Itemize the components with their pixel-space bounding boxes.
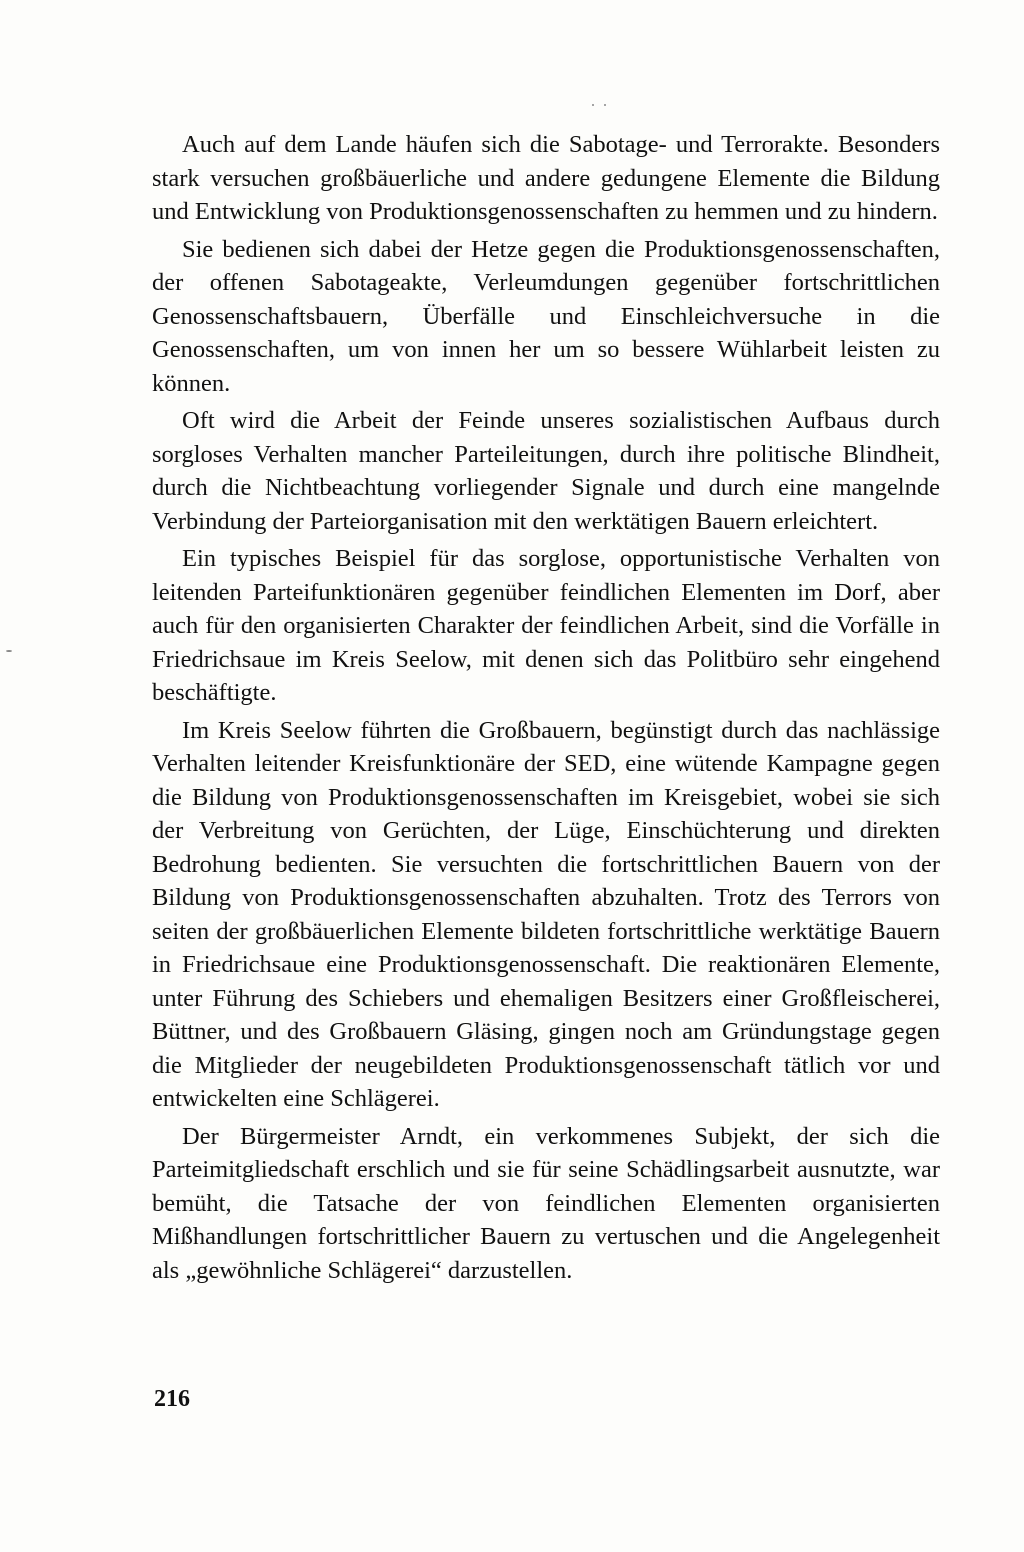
- page-number: 216: [154, 1386, 190, 1412]
- margin-speck: [6, 650, 12, 652]
- paragraph-6: Der Bürgermeister Arndt, ein verkommenes Subjekt, der sich die Parteimitgliedschaft erschlich und sie für seine Schädlingsarbeit ausnutzte, war bemüht, die Tatsache der von feindlichen Elementen organisierten Mißhandlungen fortschrittlicher Bauern zu vertuschen und die Angelegenheit als „gewöhnliche Schlägerei“ darzustellen.: [152, 1122, 940, 1284]
- top-speck-left: [592, 104, 594, 106]
- paragraph-1: Auch auf dem Lande häufen sich die Sabotage- und Terrorakte. Besonders stark versuchen großbäuerliche und andere gedungene Elemente die Bildung und Entwicklung von Produktionsgenossenschaften zu hemmen und zu hindern.: [152, 131, 940, 225]
- paragraph-3: Oft wird die Arbeit der Feinde unseres sozialistischen Aufbaus durch sorgloses Verhalten mancher Parteileitungen, durch ihre politische Blindheit, durch die Nichtbeachtung vorliegender Signale und durch eine mangelnde Verbindung der Parteiorganisation mit den werktätigen Bauern erleichtert.: [152, 407, 940, 535]
- top-speck-right: [604, 104, 606, 106]
- paragraph-2: Sie bedienen sich dabei der Hetze gegen die Produktionsgenossenschaften, der offenen Sabotageakte, Verleumdungen gegenüber fortschrittlichen Genossenschaftsbauern, Überfälle und Einschleichversuche in die Genossenschaften, um von innen her um so bessere Wühlarbeit leisten zu können.: [152, 235, 940, 397]
- paragraph-4: Ein typisches Beispiel für das sorglose, opportunistische Verhalten von leitenden Parteifunktionären gegenüber feindlichen Elementen im Dorf, aber auch für den organisierten Charakter der feindlichen Arbeit, sind die Vorfälle in Friedrichsaue im Kreis Seelow, mit denen sich das Politbüro sehr eingehend beschäftigte.: [152, 545, 940, 706]
- paragraph-5: Im Kreis Seelow führten die Großbauern, begünstigt durch das nachlässige Verhalten leitender Kreisfunktionäre der SED, eine wütende Kampagne gegen die Bildung von Produktionsgenossenschaften im Kreisgebiet, wobei sie sich der Verbreitung von Gerüchten, der Lüge, Einschüchterung und direkten Bedrohung bedienten. Sie versuchten die fortschrittlichen Bauern von der Bildung von Produktionsgenossenschaften abzuhalten. Trotz des Terrors von seiten der großbäuerlichen Elemente bildeten fortschrittliche werktätige Bauern in Friedrichsaue eine Produktionsgenossenschaft. Die reaktionären Elemente, unter Führung des Schiebers und ehemaligen Besitzers einer Großfleischerei, Büttner, und des Großbauern Gläsing, gingen noch am Gründungstage gegen die Mitglieder der neugebildeten Produktionsgenossenschaft tätlich vor und entwickelten eine Schlägerei.: [152, 716, 940, 1112]
- body-text: [152, 128, 940, 1291]
